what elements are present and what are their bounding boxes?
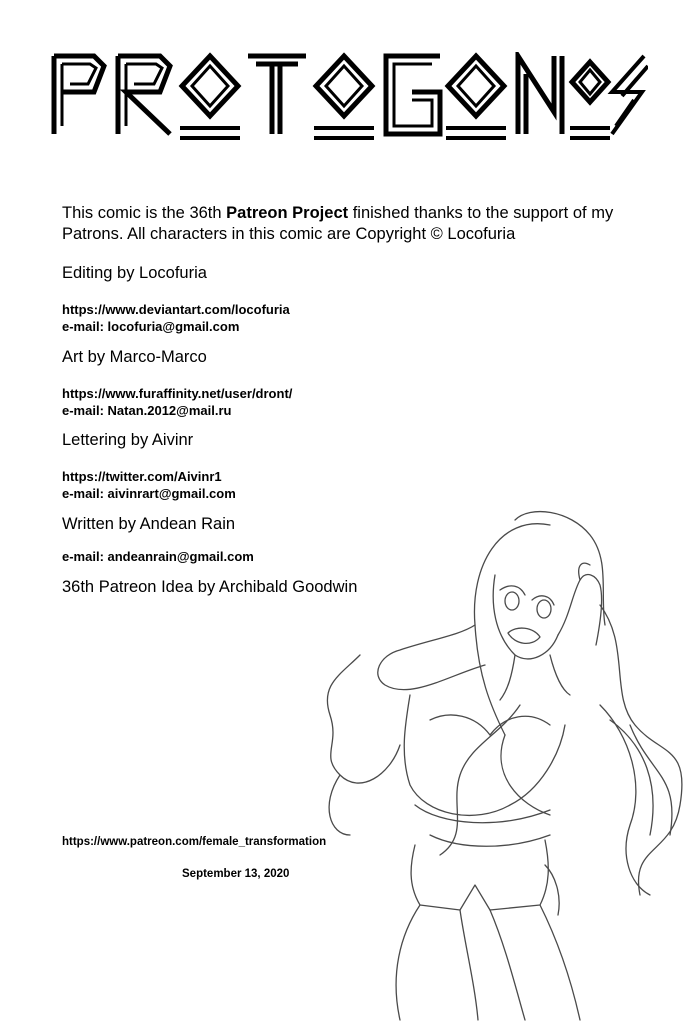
logo-letter-n	[518, 56, 562, 134]
release-date: September 13, 2020	[182, 868, 290, 880]
credit-written-email[interactable]: e-mail: andeanrain@gmail.com	[62, 549, 254, 564]
logo-letter-o-4	[570, 62, 610, 138]
logo-letter-g	[386, 56, 440, 134]
logo-letter-s	[612, 56, 648, 134]
character-illustration	[300, 505, 693, 1024]
credit-editing-link[interactable]: https://www.deviantart.com/locofuria	[62, 302, 290, 317]
logo-letter-t	[248, 56, 306, 134]
intro-text-1: This comic is the 36th	[62, 204, 227, 222]
credit-art-link[interactable]: https://www.furaffinity.net/user/dront/	[62, 386, 293, 401]
intro-paragraph	[62, 203, 662, 245]
credit-lettering-details	[62, 468, 236, 502]
credit-lettering-title: Lettering by Aivinr	[62, 431, 194, 449]
logo-letter-p	[54, 56, 104, 134]
credit-editing-title: Editing by Locofuria	[62, 264, 207, 282]
credit-editing-details	[62, 301, 290, 335]
intro-bold: Patreon Project	[226, 204, 349, 222]
credit-written-title: Written by Andean Rain	[62, 515, 236, 533]
logo-letter-o-2	[314, 56, 374, 138]
credit-art-title: Art by Marco-Marco	[62, 348, 207, 366]
credit-art-email[interactable]: e-mail: Natan.2012@mail.ru	[62, 403, 232, 418]
logo-letter-r	[118, 56, 170, 134]
credit-idea-title: 36th Patreon Idea by Archibald Goodwin	[62, 578, 358, 596]
intro-text-2: finished thanks to the support of my Patrons. All characters in this comic are Copyright © Locofuria	[62, 204, 614, 243]
protogonos-logo	[48, 52, 648, 144]
credit-editing-email[interactable]: e-mail: locofuria@gmail.com	[62, 319, 240, 334]
logo-letter-o-1	[180, 56, 240, 138]
credit-lettering-link[interactable]: https://twitter.com/Aivinr1	[62, 469, 222, 484]
logo-letter-o-3	[446, 56, 506, 138]
credit-art-details	[62, 385, 292, 419]
credit-written-details	[62, 548, 254, 565]
credit-lettering-email[interactable]: e-mail: aivinrart@gmail.com	[62, 486, 236, 501]
patreon-link[interactable]: https://www.patreon.com/female_transformation	[62, 836, 327, 848]
